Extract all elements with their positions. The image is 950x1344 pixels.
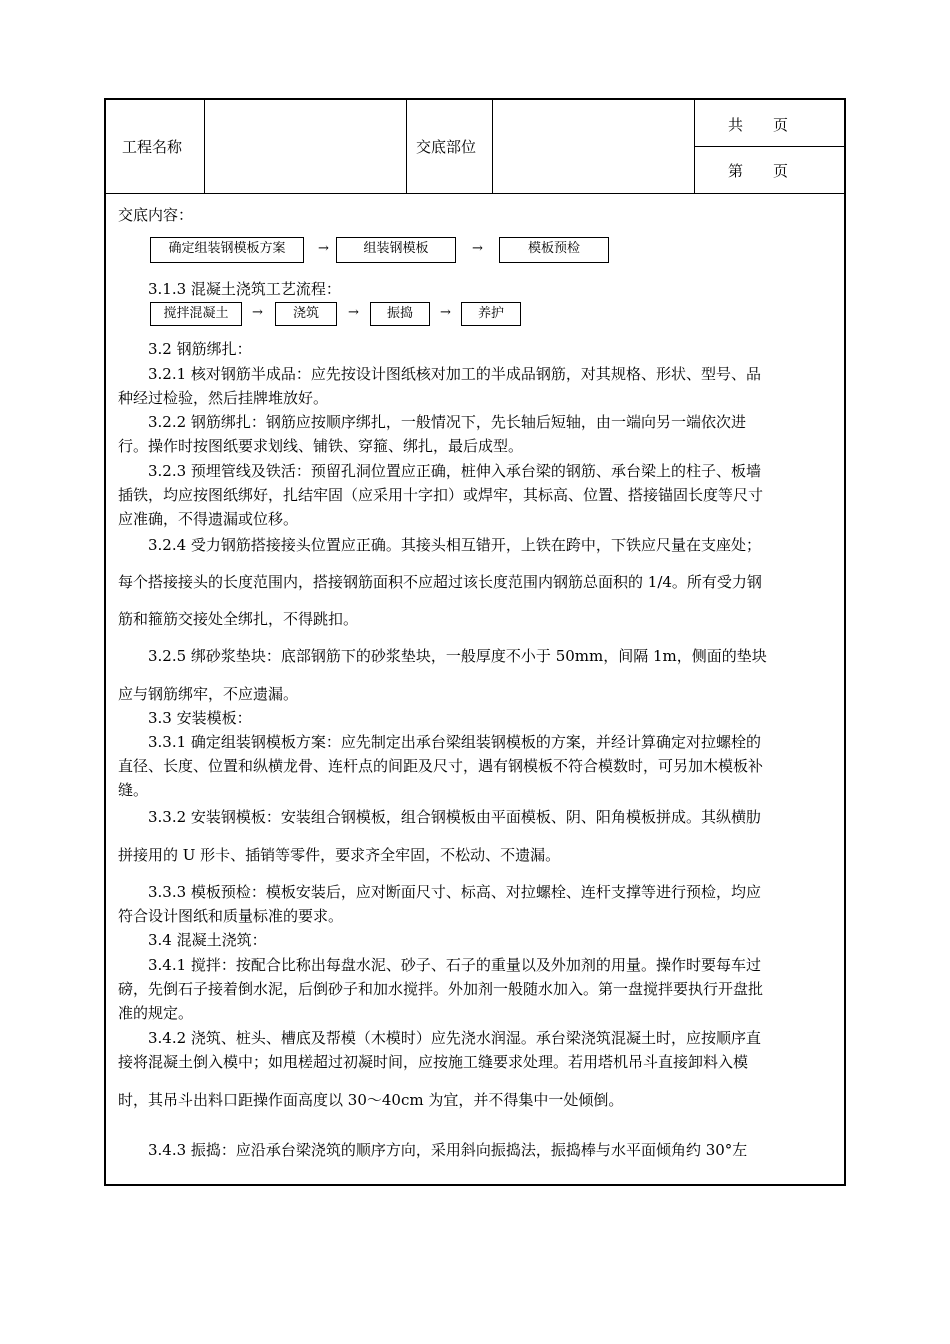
body-line: 3.3.3 模板预检：模板安装后，应对断面尺寸、标高、对拉螺栓、连杆支撑等进行预检，均应 [148,883,761,901]
body-line: 行。操作时按图纸要求划线、铺铁、穿箍、绑扎，最后成型。 [118,437,524,455]
body-line: 每个搭接接头的长度范围内，搭接钢筋面积不应超过该长度范围内钢筋总面积的 1/4。所有受力钢 [118,573,762,591]
flow-arrow: → [318,241,329,256]
page-number-label: 第 页 [728,162,789,180]
flow-arrow: → [252,305,263,320]
body-line: 磅，先倒石子接着倒水泥，后倒砂子和加水搅拌。外加剂一般随水加入。第一盘搅拌要执行开盘批 [118,980,764,998]
body-line: 应与钢筋绑牢，不应遗漏。 [118,685,299,703]
flow-step: 确定组装钢模板方案 [150,237,304,263]
flow-step: 组装钢模板 [336,237,456,263]
body-line: 3.2.3 预埋管线及铁活：预留孔洞位置应正确，桩伸入承台梁的钢筋、承台梁上的柱子、板墙 [148,462,761,480]
body-line: 3.2.4 受力钢筋搭接接头位置应正确。其接头相互错开，上铁在跨中，下铁应尺量在支座处； [148,536,761,554]
body-line: 插铁，均应按图纸绑好，扎结牢固（应采用十字扣）或焊牢，其标高、位置、搭接锚固长度等尺寸 [118,486,764,504]
body-line: 3.4.3 振捣：应沿承台梁浇筑的顺序方向，采用斜向振捣法，振捣棒与水平面倾角约 30°左 [148,1141,748,1159]
body-line: 3.3.1 确定组装钢模板方案：应先制定出承台梁组装钢模板的方案，并经计算确定对拉螺栓的 [148,733,761,751]
flow-step: 养护 [461,302,521,326]
body-line: 符合设计图纸和质量标准的要求。 [118,907,344,925]
location-label: 交底部位 [416,138,477,156]
body-line: 3.2.1 核对钢筋半成品：应先按设计图纸核对加工的半成品钢筋，对其规格、形状、型号、品 [148,365,761,383]
section-heading: 3.4 混凝土浇筑： [148,931,267,949]
body-line: 应准确，不得遗漏或位移。 [118,510,299,528]
body-line: 缝。 [118,781,149,799]
disclosure-form [104,98,846,1186]
body-line: 3.2.2 钢筋绑扎：钢筋应按顺序绑扎，一般情况下，先长轴后短轴，由一端向另一端依次进 [148,413,746,431]
col-divider [492,100,493,193]
body-line: 3.4.2 浇筑、桩头、槽底及帮模（木模时）应先浇水润湿。承台梁浇筑混凝土时，应按顺序直 [148,1029,761,1047]
col-divider [406,100,407,193]
project-name-label: 工程名称 [122,138,183,156]
body-line: 直径、长度、位置和纵横龙骨、连杆点的间距及尺寸，遇有钢模板不符合模数时，可另加木模板补 [118,757,764,775]
flow-step: 振捣 [370,302,430,326]
header-table [106,100,844,194]
col-divider [204,100,205,193]
total-pages-label: 共 页 [728,116,789,134]
flow2-title: 3.1.3 混凝土浇筑工艺流程： [148,280,341,298]
flow-step: 浇筑 [275,302,337,326]
body-line: 接将混凝土倒入模中；如甩槎超过初凝时间，应按施工缝要求处理。若用塔机吊斗直接卸料入模 [118,1053,749,1071]
row-divider [694,146,844,147]
section-heading: 3.3 安装模板： [148,709,252,727]
flow-arrow: → [472,241,483,256]
body-line: 筋和箍筋交接处全绑扎，不得跳扣。 [118,610,359,628]
content-title: 交底内容： [118,206,194,224]
body-line: 3.4.1 搅拌：按配合比称出每盘水泥、砂子、石子的重量以及外加剂的用量。操作时要每车过 [148,956,761,974]
section-heading: 3.2 钢筋绑扎： [148,340,252,358]
flow-arrow: → [440,305,451,320]
body-line: 3.2.5 绑砂浆垫块：底部钢筋下的砂浆垫块，一般厚度不小于 50mm，间隔 1m，侧面的垫块 [148,647,767,665]
body-line: 3.3.2 安装钢模板：安装组合钢模板，组合钢模板由平面模板、阴、阳角模板拼成。其纵横肋 [148,808,761,826]
body-line: 种经过检验，然后挂牌堆放好。 [118,389,329,407]
flow-step: 搅拌混凝土 [150,302,242,326]
body-line: 时，其吊斗出料口距操作面高度以 30～40cm 为宜，并不得集中一处倾倒。 [118,1091,624,1109]
flow-arrow: → [348,305,359,320]
body-line: 拼接用的 U 形卡、插销等零件，要求齐全牢固，不松动、不遗漏。 [118,846,561,864]
flow-step: 模板预检 [499,237,609,263]
body-line: 准的规定。 [118,1004,194,1022]
